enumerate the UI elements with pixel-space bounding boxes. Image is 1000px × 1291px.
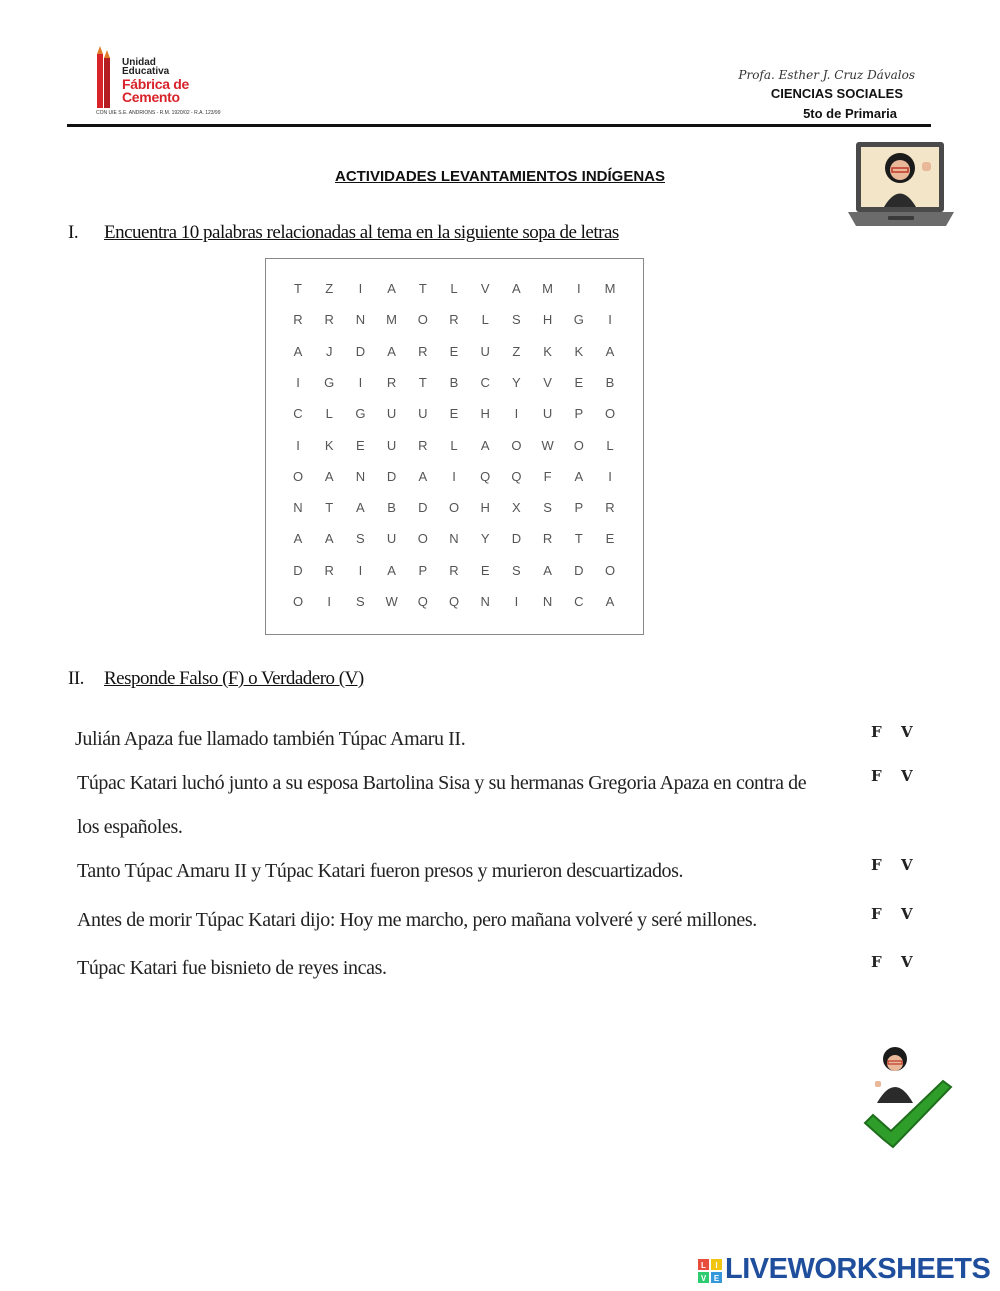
tile-letter: I bbox=[715, 1261, 718, 1270]
statement-5: Túpac Katari fue bisnieto de reyes incas. bbox=[77, 957, 387, 979]
grid-letter[interactable]: R bbox=[418, 343, 428, 359]
statement-3: Tanto Túpac Amaru II y Túpac Katari fueron presos y murieron descuartizados. bbox=[77, 860, 684, 882]
grid-letter[interactable]: A bbox=[543, 562, 552, 578]
grid-letter[interactable]: E bbox=[449, 406, 459, 422]
answer-options-1 bbox=[871, 723, 931, 741]
grid-letter[interactable]: A bbox=[324, 468, 334, 484]
grid-letter[interactable]: Q bbox=[448, 594, 460, 609]
grid-letter[interactable]: R bbox=[418, 437, 428, 453]
grid-letter[interactable]: I bbox=[296, 437, 300, 453]
grid-letter[interactable]: L bbox=[325, 406, 333, 422]
page-title: ACTIVIDADES LEVANTAMIENTOS INDÍGENAS bbox=[334, 168, 666, 185]
grid-letter[interactable]: O bbox=[573, 437, 584, 453]
grid-letter[interactable]: Q bbox=[511, 468, 522, 484]
grid-letter[interactable]: H bbox=[480, 406, 490, 422]
true-option[interactable]: V bbox=[901, 856, 913, 874]
grid-letter[interactable]: U bbox=[386, 406, 397, 422]
statement-2-continued: los españoles. bbox=[77, 816, 183, 838]
grid-letter[interactable]: D bbox=[511, 531, 522, 547]
true-option[interactable]: V bbox=[901, 767, 913, 785]
grid-letter[interactable]: J bbox=[325, 343, 333, 359]
grid-letter[interactable]: E bbox=[356, 437, 365, 453]
brand-wordmark: LIVEWORKSHEETS bbox=[725, 1253, 991, 1285]
grid-letter[interactable]: L bbox=[606, 437, 614, 453]
statement-2: Túpac Katari luchó junto a su esposa Bartolina Sisa y su hermanas Gregoria Apaza en contra de bbox=[77, 772, 807, 794]
grid-letter[interactable]: B bbox=[605, 374, 615, 390]
avatar-checkmark-icon bbox=[855, 1045, 960, 1155]
grid-letter[interactable]: A bbox=[324, 531, 334, 547]
grid-letter[interactable]: I bbox=[608, 468, 612, 484]
grid-letter[interactable]: S bbox=[512, 562, 521, 578]
logo-line-3: Fábrica de bbox=[122, 76, 190, 92]
grid-letter[interactable]: Q bbox=[480, 468, 491, 484]
grid-letter[interactable]: I bbox=[327, 594, 331, 609]
word-search-grid bbox=[265, 258, 644, 635]
teacher-name: Profa. Esther J. Cruz Dávalos bbox=[738, 68, 915, 82]
grid-letter[interactable]: C bbox=[480, 374, 490, 390]
true-option[interactable]: V bbox=[901, 953, 913, 971]
tile-letter: E bbox=[713, 1274, 720, 1283]
grid-letter[interactable]: R bbox=[386, 374, 397, 390]
statement-4: Antes de morir Túpac Katari dijo: Hoy me marcho, pero mañana volveré y seré millones. bbox=[77, 909, 757, 931]
grid-letter[interactable]: R bbox=[324, 312, 334, 328]
grid-letter[interactable]: A bbox=[605, 343, 615, 359]
grid-letter[interactable]: P bbox=[418, 562, 428, 578]
grid-letter[interactable]: E bbox=[480, 562, 490, 578]
grid-letter[interactable]: D bbox=[386, 468, 397, 484]
section-2-number: II. bbox=[68, 668, 84, 689]
grid-letter[interactable]: G bbox=[355, 406, 366, 422]
false-option[interactable]: F bbox=[871, 723, 882, 741]
answer-options-3 bbox=[871, 856, 931, 874]
grid-letter[interactable]: T bbox=[325, 500, 334, 516]
logo-line-1: Unidad bbox=[122, 57, 156, 68]
grid-letter[interactable]: D bbox=[355, 343, 366, 359]
grid-letter[interactable]: U bbox=[542, 406, 553, 422]
grid-letter[interactable]: R bbox=[449, 312, 459, 328]
grid-letter[interactable]: A bbox=[480, 437, 490, 453]
grid-letter[interactable]: N bbox=[355, 468, 366, 484]
grade-level: 5to de Primaria bbox=[803, 106, 897, 121]
grid-letter[interactable]: U bbox=[480, 343, 490, 359]
section-1-heading bbox=[68, 222, 708, 248]
grid-letter[interactable]: A bbox=[512, 281, 521, 296]
section-2-heading bbox=[68, 668, 468, 694]
grid-letter[interactable]: S bbox=[356, 594, 365, 609]
subject-name: CIENCIAS SOCIALES bbox=[770, 86, 903, 101]
grid-letter[interactable]: H bbox=[542, 312, 553, 328]
grid-letter[interactable]: V bbox=[480, 281, 490, 296]
grid-letter[interactable]: D bbox=[293, 562, 303, 578]
grid-letter[interactable]: E bbox=[449, 343, 459, 359]
tile-letter: V bbox=[700, 1274, 707, 1283]
grid-letter[interactable]: I bbox=[514, 406, 519, 422]
grid-letter[interactable]: O bbox=[292, 594, 304, 609]
false-option[interactable]: F bbox=[871, 953, 882, 971]
grid-letter[interactable]: O bbox=[448, 500, 460, 516]
grid-letter[interactable]: N bbox=[449, 531, 459, 547]
grid-letter[interactable]: H bbox=[480, 500, 490, 516]
grid-letter[interactable]: R bbox=[324, 562, 334, 578]
grid-letter[interactable]: U bbox=[386, 531, 397, 547]
grid-letter[interactable]: L bbox=[481, 312, 489, 328]
grid-letter[interactable]: R bbox=[293, 312, 303, 328]
grid-letter[interactable]: A bbox=[574, 468, 584, 484]
statement-1: Julián Apaza fue llamado también Túpac Amaru II. bbox=[75, 728, 466, 750]
grid-letter[interactable]: N bbox=[480, 594, 490, 609]
tile-letter: L bbox=[701, 1261, 706, 1270]
true-option[interactable]: V bbox=[901, 723, 913, 741]
answer-options-2 bbox=[871, 767, 931, 785]
grid-letter[interactable]: S bbox=[512, 312, 521, 328]
grid-letter[interactable]: T bbox=[294, 281, 302, 296]
grid-letter[interactable]: E bbox=[605, 531, 615, 547]
grid-letter[interactable]: M bbox=[386, 312, 398, 328]
grid-letter[interactable]: G bbox=[573, 312, 584, 328]
laptop-avatar-icon bbox=[848, 138, 954, 232]
grid-letter[interactable]: T bbox=[418, 374, 427, 390]
grid-letter[interactable]: I bbox=[608, 312, 612, 328]
grid-letter[interactable]: L bbox=[450, 437, 458, 453]
grid-letter[interactable]: R bbox=[542, 531, 553, 547]
grid-letter[interactable]: S bbox=[543, 500, 552, 516]
grid-letter[interactable]: O bbox=[604, 562, 616, 578]
logo-line-2: Educativa bbox=[122, 66, 170, 77]
liveworksheets-logo-icon bbox=[698, 1259, 722, 1283]
grid-letter[interactable]: B bbox=[387, 500, 396, 516]
liveworksheets-brand bbox=[698, 1253, 998, 1287]
grid-letter[interactable]: C bbox=[574, 594, 584, 609]
grid-letter[interactable]: R bbox=[605, 500, 615, 516]
grid-letter[interactable]: D bbox=[574, 562, 584, 578]
answer-options-4 bbox=[871, 905, 931, 923]
logo-line-4: Cemento bbox=[122, 89, 180, 105]
grid-letter[interactable]: I bbox=[358, 562, 363, 578]
grid-letter[interactable]: R bbox=[449, 562, 459, 578]
grid-letter[interactable]: I bbox=[514, 594, 519, 609]
grid-letter[interactable]: O bbox=[417, 312, 428, 328]
grid-letter[interactable]: V bbox=[543, 374, 552, 390]
grid-letter[interactable]: A bbox=[293, 531, 303, 547]
answer-options-5 bbox=[871, 953, 931, 971]
grid-letter[interactable]: S bbox=[356, 531, 365, 547]
section-1-instruction: Encuentra 10 palabras relacionadas al tema en la siguiente sopa de letras bbox=[104, 222, 619, 243]
grid-letter[interactable]: A bbox=[293, 343, 303, 359]
false-option[interactable]: F bbox=[871, 856, 882, 874]
grid-letter[interactable]: P bbox=[574, 406, 584, 422]
false-option[interactable]: F bbox=[871, 767, 882, 785]
grid-letter[interactable]: K bbox=[324, 437, 334, 453]
grid-letter[interactable]: Y bbox=[512, 374, 521, 390]
grid-letter[interactable]: A bbox=[387, 343, 396, 359]
grid-letter[interactable]: N bbox=[293, 500, 303, 516]
grid-letter[interactable]: U bbox=[418, 406, 428, 422]
grid-letter[interactable]: B bbox=[449, 374, 459, 390]
grid-letter[interactable]: I bbox=[576, 281, 581, 296]
grid-letter[interactable]: T bbox=[574, 531, 583, 547]
grid-letter[interactable]: K bbox=[543, 343, 552, 359]
grid-letter[interactable]: U bbox=[386, 437, 397, 453]
grid-letter[interactable]: N bbox=[542, 594, 553, 609]
grid-letter[interactable]: O bbox=[417, 531, 428, 547]
grid-letter[interactable]: C bbox=[293, 406, 303, 422]
grid-letter[interactable]: L bbox=[450, 281, 458, 296]
grid-letter[interactable]: X bbox=[512, 500, 521, 516]
grid-letter[interactable]: G bbox=[324, 374, 335, 390]
grid-letter[interactable]: M bbox=[604, 281, 616, 296]
section-1-number: I. bbox=[68, 222, 79, 243]
grid-letter[interactable]: O bbox=[511, 437, 522, 453]
grid-letter[interactable]: P bbox=[574, 500, 584, 516]
pencils-icon bbox=[96, 46, 112, 110]
grid-letter[interactable]: A bbox=[387, 281, 396, 296]
grid-letter[interactable]: A bbox=[387, 562, 396, 578]
grid-letter[interactable]: O bbox=[604, 406, 616, 422]
logo-registration: CON UIE S.E. ANDRIONS - R.M. 1920/02 - R.A. 123/99 bbox=[96, 110, 221, 116]
false-option[interactable]: F bbox=[871, 905, 882, 923]
grid-letter[interactable]: Q bbox=[417, 594, 428, 609]
grid-letter[interactable]: I bbox=[452, 468, 456, 484]
grid-letter[interactable]: Z bbox=[512, 343, 521, 359]
grid-letter[interactable]: F bbox=[543, 468, 552, 484]
grid-letter[interactable]: O bbox=[292, 468, 304, 484]
section-2-instruction: Responde Falso (F) o Verdadero (V) bbox=[104, 668, 364, 689]
grid-letter[interactable]: K bbox=[574, 343, 584, 359]
grid-letter[interactable]: T bbox=[418, 281, 427, 296]
header-divider bbox=[67, 124, 931, 127]
grid-letter[interactable]: E bbox=[574, 374, 584, 390]
grid-letter[interactable]: I bbox=[358, 374, 363, 390]
grid-letter[interactable]: I bbox=[358, 281, 363, 296]
grid-letter[interactable]: I bbox=[296, 374, 300, 390]
grid-letter[interactable]: A bbox=[418, 468, 428, 484]
grid-letter[interactable]: N bbox=[355, 312, 366, 328]
grid-letter[interactable]: D bbox=[418, 500, 428, 516]
grid-letter[interactable]: A bbox=[605, 594, 615, 609]
grid-letter[interactable]: W bbox=[541, 437, 554, 453]
grid-letter[interactable]: Y bbox=[480, 531, 490, 547]
school-logo bbox=[96, 46, 221, 118]
grid-letter[interactable]: Z bbox=[325, 281, 334, 296]
true-option[interactable]: V bbox=[901, 905, 913, 923]
grid-letter[interactable]: A bbox=[356, 500, 365, 516]
grid-letter[interactable]: W bbox=[385, 594, 398, 609]
grid-letter[interactable]: M bbox=[542, 281, 554, 296]
